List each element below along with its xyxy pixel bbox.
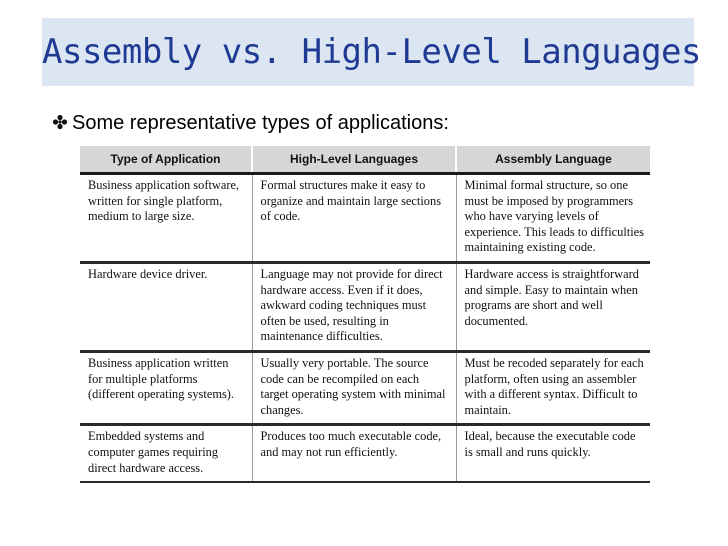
cell-assembly: Minimal formal structure, so one must be imposed by programmers who have varying levels of experience. This leads to difficulties maintaining existing code.: [456, 174, 650, 263]
cell-high-level: Language may not provide for direct hardware access. Even if it does, awkward coding techniques must often be used, resulting in maintenance difficulties.: [252, 262, 456, 351]
bullet-text: Some representative types of applications:: [72, 112, 449, 134]
cell-application-type: Embedded systems and computer games requiring direct hardware access.: [80, 425, 252, 483]
header-assembly-language: Assembly Language: [456, 146, 650, 174]
table-row: [80, 174, 650, 263]
slide-title: Assembly vs. High-Level Languages: [42, 32, 702, 72]
cell-high-level: Formal structures make it easy to organize and maintain large sections of code.: [252, 174, 456, 263]
cell-assembly: Hardware access is straightforward and simple. Easy to maintain when programs are short and well documented.: [456, 262, 650, 351]
cell-application-type: Hardware device driver.: [80, 262, 252, 351]
cell-high-level: Produces too much executable code, and may not run efficiently.: [252, 425, 456, 483]
title-bar: [42, 18, 702, 86]
table-row: [80, 262, 650, 351]
bullet-line: [52, 112, 449, 135]
table-row: [80, 425, 650, 483]
diamond-bullet-icon: [52, 114, 68, 130]
header-high-level-languages: High-Level Languages: [252, 146, 456, 174]
cell-application-type: Business application software, written for single platform, medium to large size.: [80, 174, 252, 263]
cell-high-level: Usually very portable. The source code can be recompiled on each target operating system with minimal changes.: [252, 351, 456, 424]
table-header-row: [80, 146, 650, 174]
cell-assembly: Must be recoded separately for each platform, often using an assembler with a different syntax. Difficult to maintain.: [456, 351, 650, 424]
comparison-table: [80, 146, 650, 488]
table-row: [80, 351, 650, 424]
cell-assembly: Ideal, because the executable code is small and runs quickly.: [456, 425, 650, 483]
cell-application-type: Business application written for multiple platforms (different operating systems).: [80, 351, 252, 424]
header-type-of-application: Type of Application: [80, 146, 252, 174]
